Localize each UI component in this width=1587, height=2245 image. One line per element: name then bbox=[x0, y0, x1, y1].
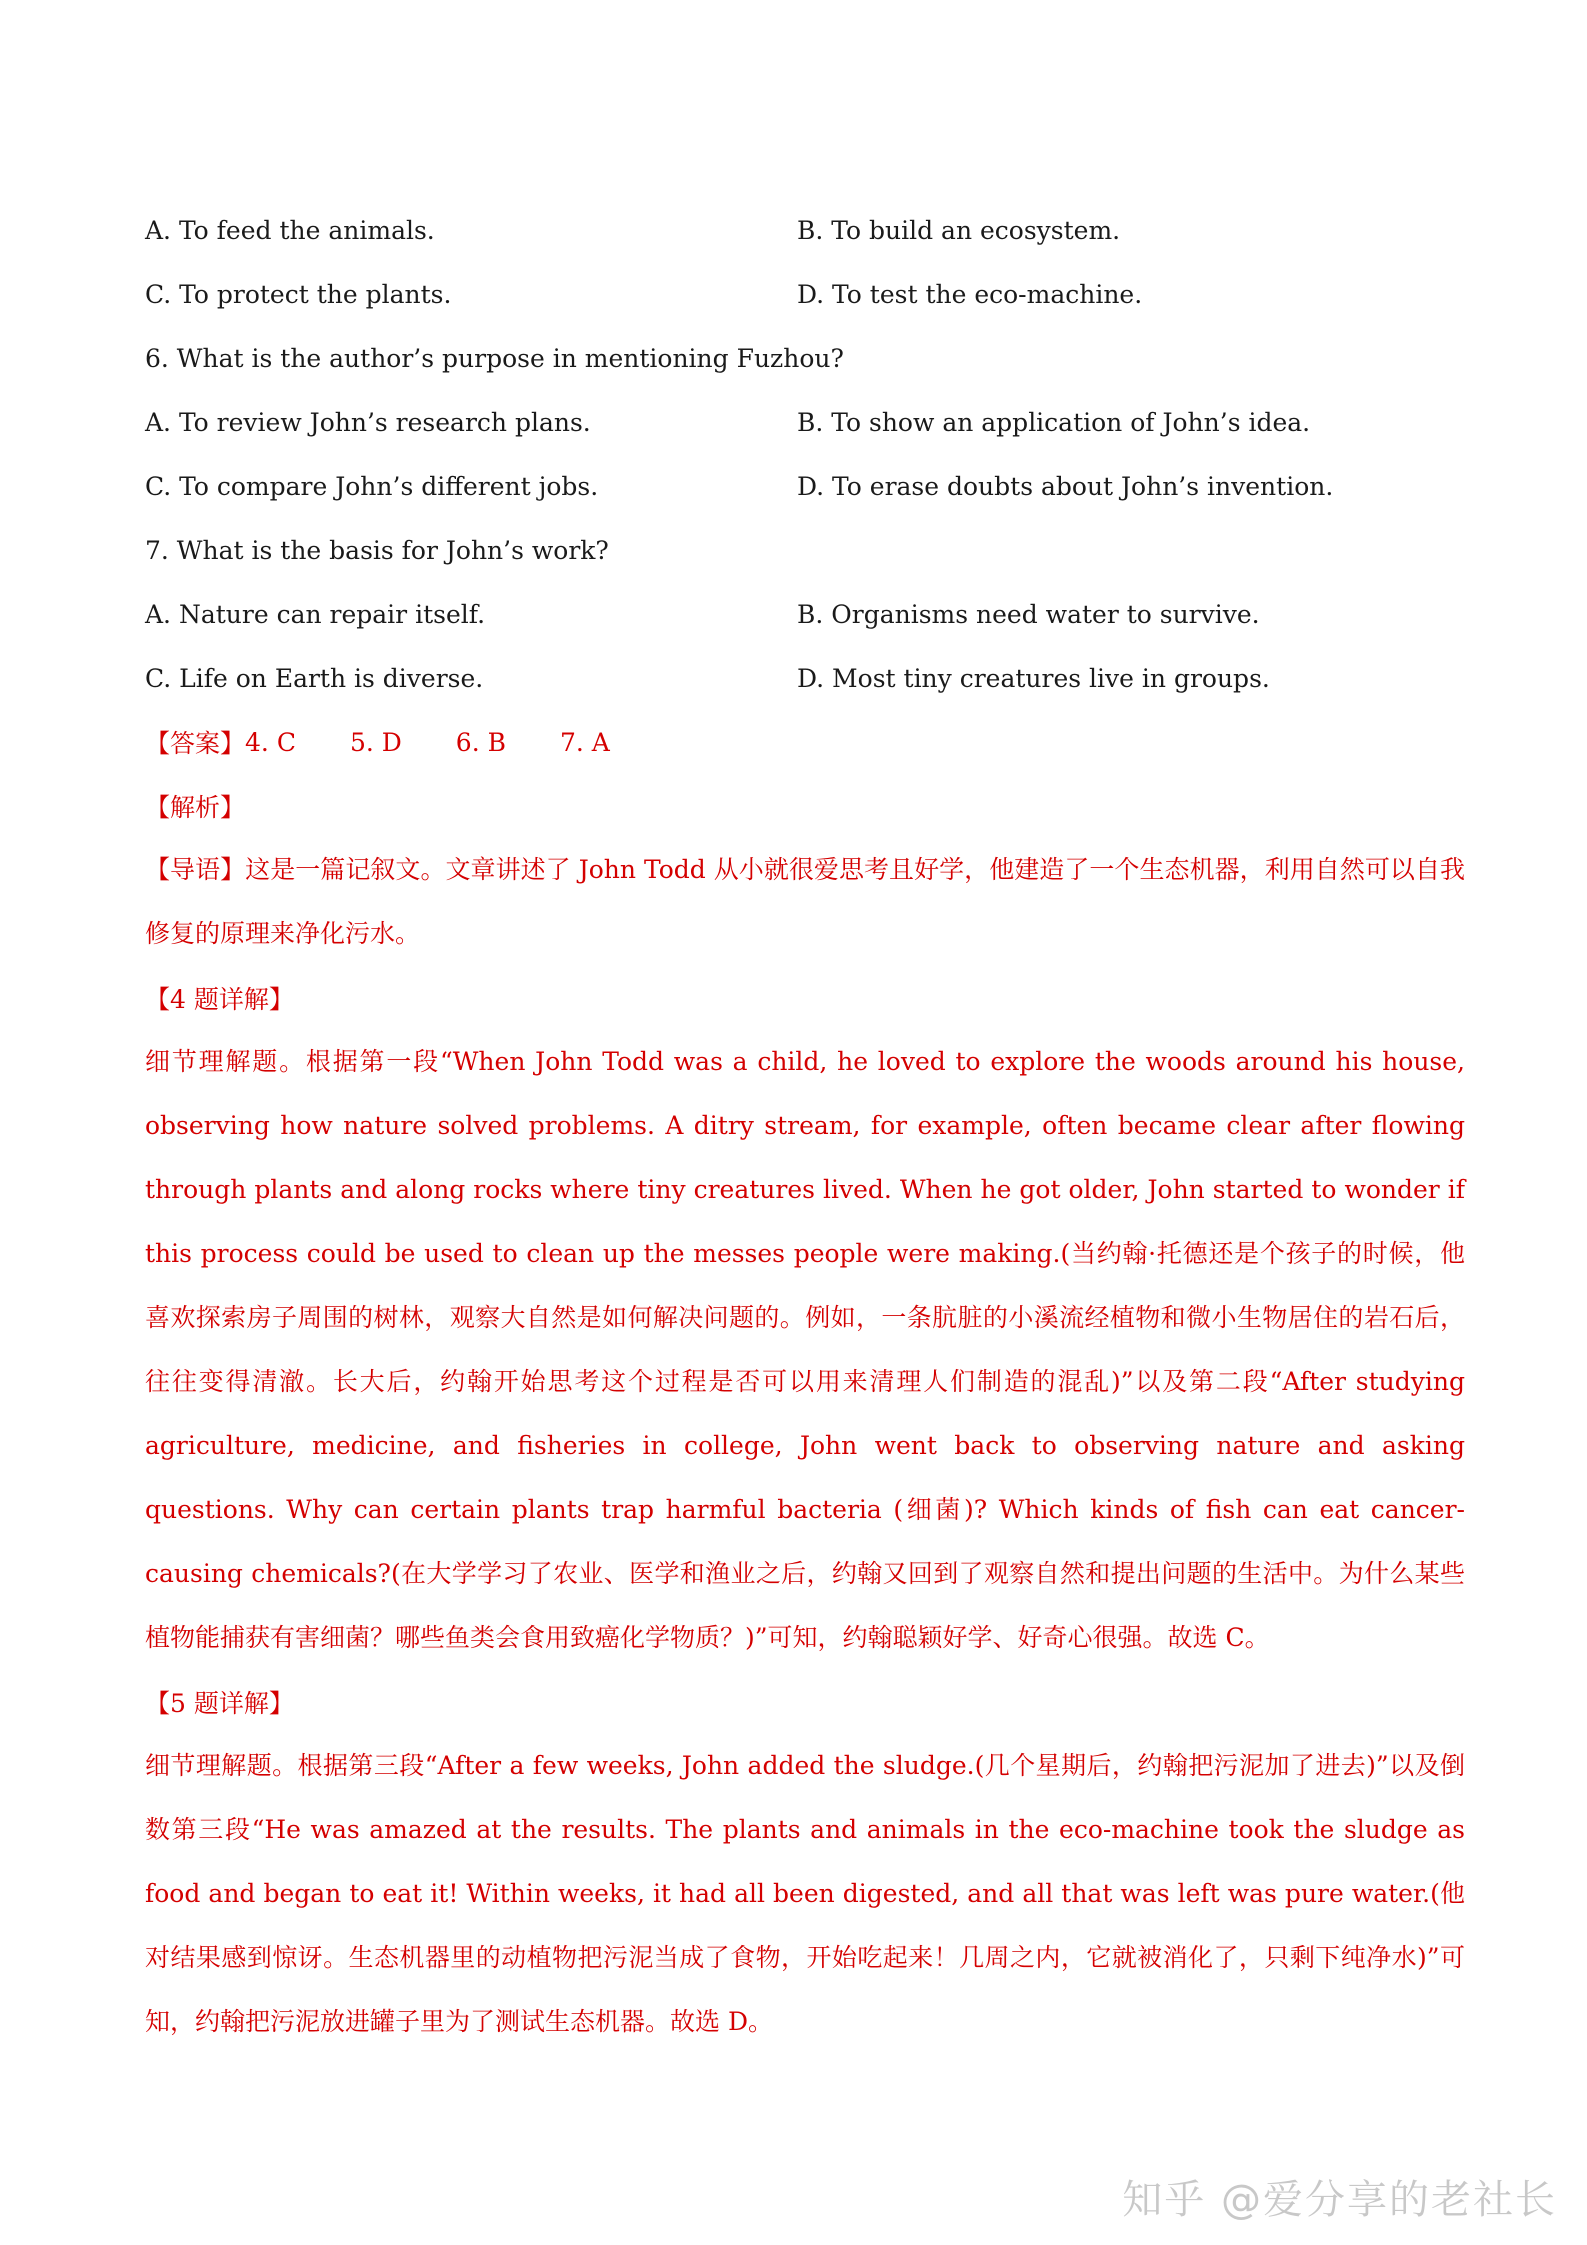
detail-4-paragraph: 细节理解题。根据第一段“When John Todd was a child, he loved to explore the woods around his house, observing how nature solved problems. A ditry stream, for example, often became clear after flowing through plants and along rocks where tiny creatures lived. When he got older, John started to wonder if this process could be used to clean up the messes people were making.(当约翰·托德还是个孩子的时候，他喜欢探索房子周围的树林，观察大自然是如何解决问题的。例如，一条肮脏的小溪流经植物和微小生物居住的岩石后，往往变得清澈。长大后，约翰开始思考这个过程是否可以用来清理人们制造的混乱)”以及第二段“After studying agriculture, medicine, and fisheries in college, John went back to observing nature and asking questions. Why can certain plants trap harmful bacteria (细菌)? Which kinds of fish can eat cancer-causing chemicals?(在大学学习了农业、医学和渔业之后，约翰又回到了观察自然和提出问题的生活中。为什么某些植物能捕获有害细菌？哪些鱼类会食用致癌化学物质？)”可知，约翰聪颖好学、好奇心很强。故选 C。 bbox=[145, 1047, 1465, 1652]
document-content bbox=[145, 198, 1465, 2054]
q5-option-b: B. To build an ecosystem. bbox=[797, 215, 1121, 245]
q6-option-a: A. To review John’s research plans. bbox=[145, 407, 591, 437]
detail-5-heading: 【5 题详解】 bbox=[145, 1689, 294, 1718]
q6-option-c: C. To compare John’s different jobs. bbox=[145, 471, 599, 501]
answer-item-4: 4. C bbox=[245, 727, 296, 757]
q6-option-d: D. To erase doubts about John’s invention. bbox=[797, 471, 1334, 501]
q6-question: 6. What is the author’s purpose in mentioning Fuzhou? bbox=[145, 343, 844, 373]
q6-options-row-2 bbox=[145, 454, 1465, 518]
q7-option-b: B. Organisms need water to survive. bbox=[797, 599, 1260, 629]
answer-item-7: 7. A bbox=[559, 727, 610, 757]
detail-5-paragraph: 细节理解题。根据第三段“After a few weeks, John added the sludge.(几个星期后，约翰把污泥加了进去)”以及倒数第三段“He was amazed at the results. The plants and animals in the eco-machine took the sludge as food and began to eat it! Within weeks, it had all been digested, and all that was left was pure water.(他对结果感到惊讶。生态机器里的动植物把污泥当成了食物，开始吃起来！几周之内，它就被消化了，只剩下纯净水)”可知，约翰把污泥放进罐子里为了测试生态机器。故选 D。 bbox=[145, 1751, 1465, 2036]
answer-item-6: 6. B bbox=[455, 727, 506, 757]
q5-options-row-1 bbox=[145, 198, 1465, 262]
q6-option-b: B. To show an application of John’s idea. bbox=[797, 407, 1311, 437]
answer-label: 【答案】 bbox=[145, 729, 246, 758]
q7-options-row-1 bbox=[145, 582, 1465, 646]
intro-paragraph: 【导语】这是一篇记叙文。文章讲述了 John Todd 从小就很爱思考且好学，他建造了一个生态机器，利用自然可以自我修复的原理来净化污水。 bbox=[145, 855, 1465, 948]
analysis-heading: 【解析】 bbox=[145, 793, 246, 822]
zhihu-watermark: 知乎 @爱分享的老社长 bbox=[1122, 2177, 1557, 2223]
answer-key bbox=[145, 710, 1465, 774]
q7-question: 7. What is the basis for John’s work? bbox=[145, 535, 609, 565]
q7-options-row-2 bbox=[145, 646, 1465, 710]
q7-option-d: D. Most tiny creatures live in groups. bbox=[797, 663, 1270, 693]
q5-option-a: A. To feed the animals. bbox=[145, 215, 435, 245]
q6-options-row-1 bbox=[145, 390, 1465, 454]
q5-option-c: C. To protect the plants. bbox=[145, 279, 452, 309]
q7-option-a: A. Nature can repair itself. bbox=[145, 599, 486, 629]
answer-item-5: 5. D bbox=[349, 727, 402, 757]
q7-option-c: C. Life on Earth is diverse. bbox=[145, 663, 484, 693]
detail-4-heading: 【4 题详解】 bbox=[145, 985, 294, 1014]
q5-option-d: D. To test the eco-machine. bbox=[797, 279, 1143, 309]
q5-options-row-2 bbox=[145, 262, 1465, 326]
